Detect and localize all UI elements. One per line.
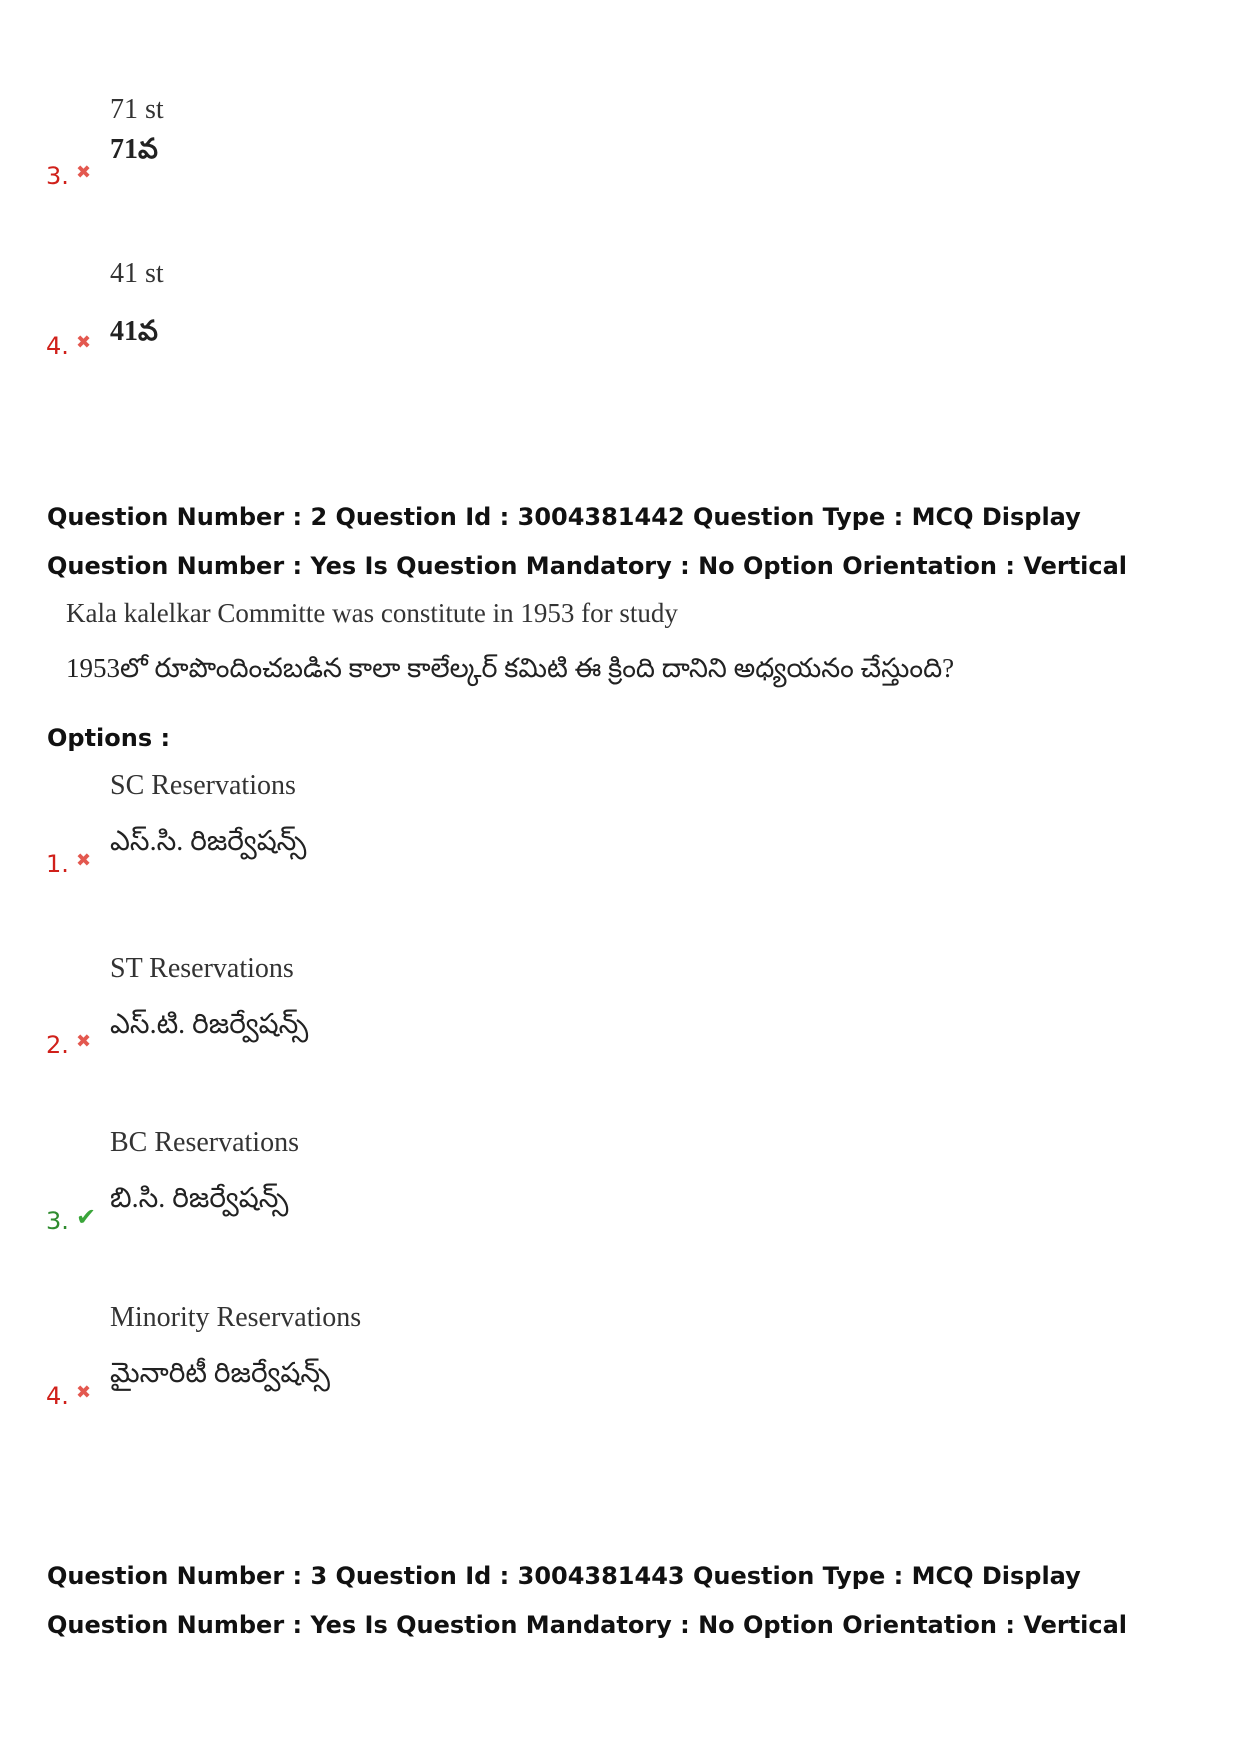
option-number: 3. (46, 1207, 69, 1235)
option-text-english: 41 st (110, 258, 164, 289)
option-text-telugu: ఎస్.సి. రిజర్వేషన్స్ (110, 826, 307, 857)
option-text-english: Minority Reservations (110, 1302, 362, 1333)
option-text-telugu: ఎస్.టి. రిజర్వేషన్స్ (110, 1009, 309, 1040)
option-text-english: SC Reservations (110, 770, 296, 801)
option-text-telugu: బి.సి. రిజర్వేషన్స్ (110, 1183, 289, 1214)
option-text-english: 71 st (110, 94, 164, 125)
question-text-telugu: 1953లో రూపొందించబడిన కాలా కాలేల్కర్ కమిటి ఈ క్రింది దానిని అధ్యయనం చేస్తుంది? (66, 653, 955, 683)
cross-icon: ✖ (76, 332, 92, 353)
question-header: Question Number : 2 Question Id : 3004381442 Question Type : MCQ Display Question Number : Yes Is Question Mandatory : No Option Orientation : Vertical (47, 503, 1128, 580)
option-number: 4. (46, 332, 69, 360)
option-text-telugu: 71వ (110, 134, 158, 165)
cross-icon: ✖ (76, 1031, 92, 1052)
cross-icon: ✖ (76, 162, 92, 183)
option-number: 4. (46, 1382, 69, 1410)
options-label: Options : (47, 724, 171, 752)
cross-icon: ✖ (76, 1382, 92, 1403)
option-text-telugu: మైనారిటీ రిజర్వేషన్స్ (110, 1358, 331, 1389)
option-text-telugu: 41వ (110, 316, 158, 347)
option-text-english: ST Reservations (110, 953, 294, 984)
option-number: 2. (46, 1031, 69, 1059)
question-header: Question Number : 3 Question Id : 3004381443 Question Type : MCQ Display Question Number : Yes Is Question Mandatory : No Option Orientation : Vertical (47, 1562, 1128, 1639)
option-number: 3. (46, 162, 69, 190)
option-text-english: BC Reservations (110, 1127, 299, 1158)
question-text-english: Kala kalelkar Committe was constitute in 1953 for study (66, 598, 678, 628)
check-icon: ✔ (76, 1203, 97, 1231)
cross-icon: ✖ (76, 850, 92, 871)
option-number: 1. (46, 850, 69, 878)
